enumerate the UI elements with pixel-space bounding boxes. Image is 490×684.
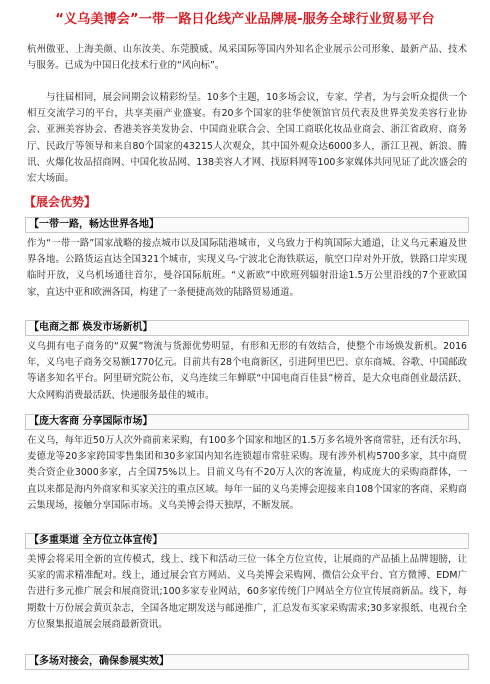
section-body-ecommerce: 义乌拥有电子商务的“双翼”物流与货源优势明显，有形和无形的有效结合，使整个市场焕发新机。2016年，义乌电子商务交易额1770亿元。目前共有28个电商新区，引进阿里巴巴、京东商城、谷歌、中国邮政等诸多知名平台。阿里研究院公布，义乌连续三年蝉联“中国电商百佳县”榜首，是大众电商创业最活跃、大众网购消费最活跃、快递服务最佳的城市。 — [27, 341, 467, 401]
advantages-heading: 【展会优势】 — [24, 195, 97, 209]
section-body-belt-road: 作为“一带一路”国家战略的接点城市以及国际陆港城市，义乌致力于构筑国际大通道，让义乌元素遍及世界各地。公路货运直达全国321个城市，实现义乌-宁波北仑海铁联运，航空口岸对外开放，铁路口岸实现临时开放，义乌机场通往首尔，曼谷国际航班。“义新欧”中欧班列辐射沿途1.5万公里沿线的7个亚欧国家，直达中亚和欧洲各国，构建了一条便捷高效的陆路贸易通道。 — [27, 238, 467, 298]
section-heading-channels: 【多重渠道 全方位立体宣传】 — [25, 533, 469, 549]
section-heading-matchmaking: 【多场对接会，确保参展实效】 — [25, 654, 469, 670]
section-heading-belt-road: 【一带一路，畅达世界各地】 — [25, 217, 469, 233]
page-title: “义乌美博会”一带一路日化线产业品牌展-服务全球行业贸易平台 — [55, 12, 435, 27]
intro-paragraph-1: 杭州傲亚、上海美颜、山东汝美、东莞膜威、凤采国际等国内外知名企业展示公司形象、最新产品、技术与服务。已成为中国日化技术行业的“风向标”。 — [27, 44, 467, 72]
section-body-buyers: 在义乌，每年近50万人次外商前来采购，有100多个国家和地区的1.5万多名境外客商常驻，还有沃尔玛、麦德龙等20多家跨国零售集团和30多家国内知名连锁超市常驻采购。现有涉外机构5700多家，其中商贸类合资企业3000多家，占全国75%以上。目前义乌有不20万人次的客流量，构成庞大的采购商群体，一直以来都是海内外商家和买家关注的重点区域。每年一届的义乌美博会迎接来自108个国家的客商、采购商云集现场，接触分享国际市场。义乌美博会得天独厚，不断发展。 — [27, 435, 467, 511]
section-body-channels: 美博会将采用全新的宣传模式，线上、线下和活动三位一体全方位宣传，让展商的产品插上品牌翅膀，让买家的需求精准配对。线上，通过展会官方网站、义乌美博会采购网、微信公众平台、官方微博、EDM广告进行多元推广展会和展商资讯;100多家专业网站，60多家传统门户网站全方位宣传展商新品。线下，每期数十万份展会黄页杂志，全国各地定期发送与邮递推广，汇总发布买家采购需求;30多家报纸、电视台全方位聚集报道展会展商最新资讯。 — [27, 554, 467, 630]
section-heading-buyers: 【庞大客商 分享国际市场】 — [25, 414, 469, 430]
section-heading-ecommerce: 【电商之都 焕发市场新机】 — [25, 320, 469, 336]
intro-paragraph-2: 与往届相同，展会同期会议精彩纷呈。10多个主题，10多场会议，专家、学者，为与会听众提供一个相互交流学习的平台，共享美丽产业盛宴。有20多个国家的驻华使领馆官员代表及世界美发美容行业协会、亚洲美容协会、香港美容美发协会、中国商业联合会、全国工商联化妆品业商会、浙江省政府、商务厅、民政厅等领导和来自80个国家的43215人次观众，其中国外观众达6000多人，浙江卫视、新浪、腾讯、火爆化妆品招商网、中国化妆品网、138美容人才网、找原料网等100多家媒体共同见证了此次盛会的宏大场面。 — [27, 92, 467, 185]
